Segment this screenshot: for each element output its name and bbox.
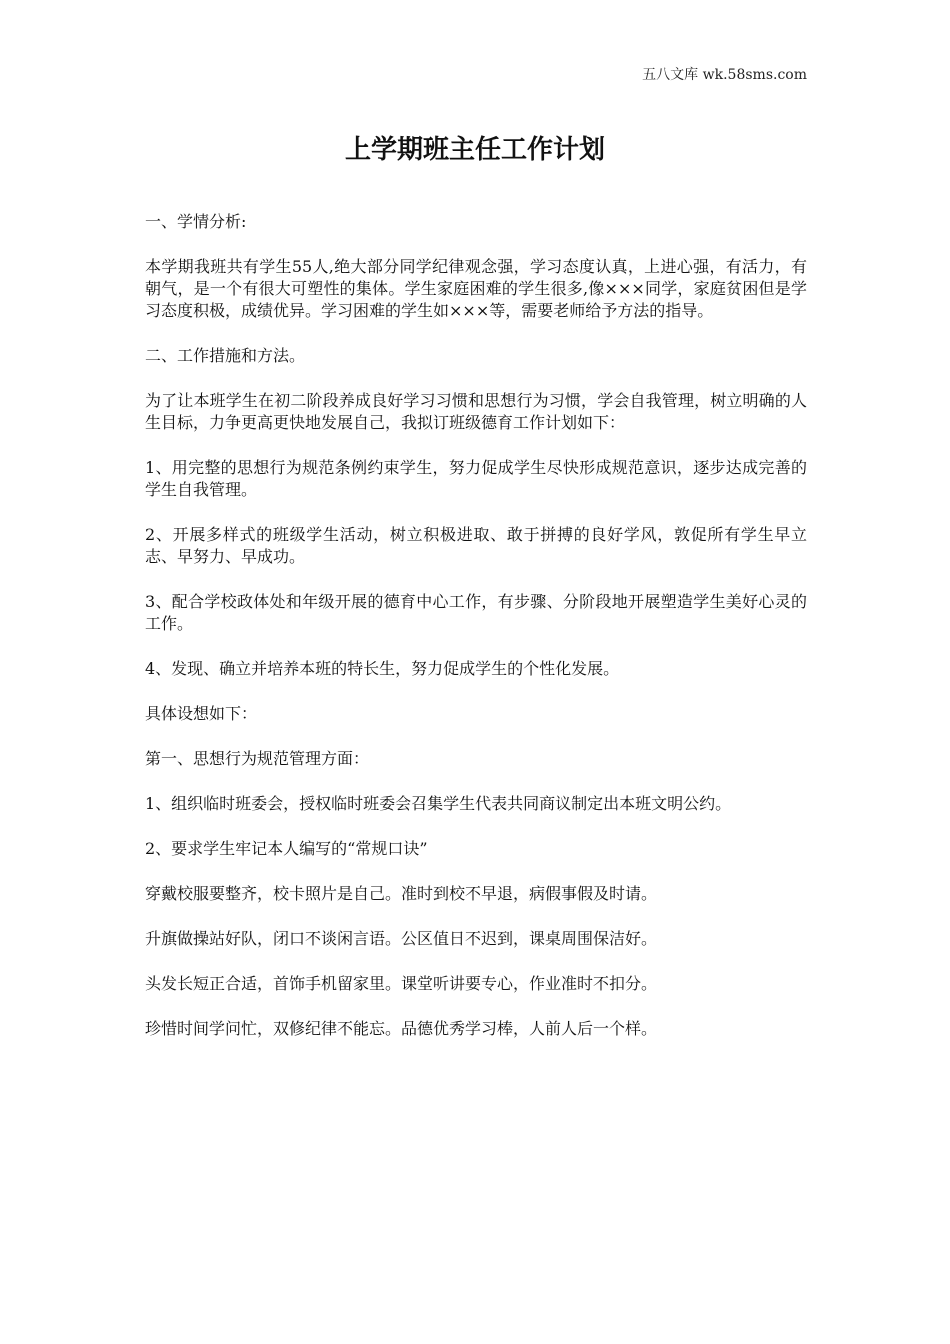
subsection-heading-conduct: 第一、思想行为规范管理方面： [145,749,370,768]
paragraph-analysis: 本学期我班共有学生55人,绝大部分同学纪律观念强，学习态度认真，上进心强，有活力，有朝气，是一个有很大可塑性的集体。学生家庭困难的学生很多,像×××同学，家庭贫困但是学习态度积极，成绩优异。学习困难的学生如×××等，需要老师给予方法的指导。 [145,257,807,320]
list-item-1: 1、用完整的思想行为规范条例约束学生，努力促成学生尽快形成规范意识，逐步达成完善的学生自我管理。 [145,458,807,499]
header-watermark: 五八文库 wk.58sms.com [642,67,807,83]
rhyme-line-2: 升旗做操站好队，闭口不谈闲言语。公区值日不迟到，课桌周围保洁好。 [145,929,658,948]
document-title: 上学期班主任工作计划 [344,135,605,165]
rhyme-line-4: 珍惜时间学问忙，双修纪律不能忘。品德优秀学习棒，人前人后一个样。 [145,1019,658,1038]
list-item-4: 4、发现、确立并培养本班的特长生，努力促成学生的个性化发展。 [145,659,620,678]
section-heading-analysis: 一、学情分析: [145,212,247,231]
paragraph-intro: 为了让本班学生在初二阶段养成良好学习习惯和思想行为习惯，学会自我管理，树立明确的人生目标，力争更高更快地发展自己，我拟订班级德育工作计划如下： [145,391,807,432]
conduct-item-2: 2、要求学生牢记本人编写的“常规口诀” [145,839,428,858]
document-body [145,211,807,1063]
rhyme-line-3: 头发长短正合适，首饰手机留家里。课堂听讲要专心，作业准时不扣分。 [145,974,658,993]
list-item-3: 3、配合学校政体处和年级开展的德育中心工作，有步骤、分阶段地开展塑造学生美好心灵的工作。 [145,592,807,633]
list-item-2: 2、开展多样式的班级学生活动，树立积极进取、敢于拼搏的良好学风，敦促所有学生早立志、早努力、早成功。 [145,525,807,566]
section-heading-measures: 二、工作措施和方法。 [145,346,306,365]
rhyme-line-1: 穿戴校服要整齐，校卡照片是自己。准时到校不早退，病假事假及时请。 [145,884,658,903]
conduct-item-1: 1、组织临时班委会，授权临时班委会召集学生代表共同商议制定出本班文明公约。 [145,794,732,813]
paragraph-plan-intro: 具体设想如下： [145,704,258,723]
